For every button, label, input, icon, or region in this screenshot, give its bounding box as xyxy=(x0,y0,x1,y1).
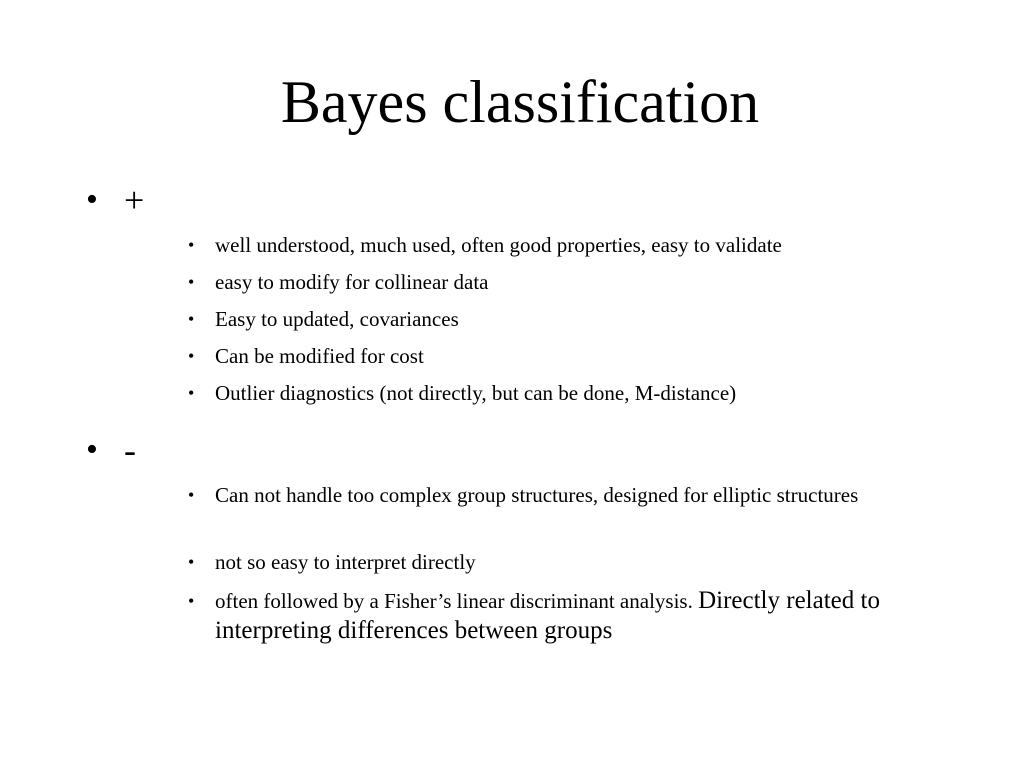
bullet-icon: • xyxy=(188,235,195,255)
list-item-text: Outlier diagnostics (not directly, but can be done, M-distance) xyxy=(215,381,737,405)
bullet-icon: • xyxy=(188,591,195,611)
list-item xyxy=(188,378,928,408)
list-item-text: Can not handle too complex group structures, designed for elliptic structures xyxy=(215,483,859,507)
list-item xyxy=(188,547,928,577)
bullet-icon: • xyxy=(86,431,98,468)
bullet-icon: • xyxy=(188,309,195,329)
list-item xyxy=(188,230,928,260)
list-item xyxy=(188,267,928,297)
list-item xyxy=(188,586,928,646)
bullet-icon: • xyxy=(86,181,98,218)
list-item-text: not so easy to interpret directly xyxy=(215,550,476,574)
bullet-icon: • xyxy=(188,485,195,505)
bullet-minus-label: - xyxy=(124,430,136,470)
list-item-text: well understood, much used, often good properties, easy to validate xyxy=(215,233,782,257)
list-item xyxy=(188,480,928,510)
list-item xyxy=(188,304,928,334)
bullet-icon: • xyxy=(188,346,195,366)
list-item-text: easy to modify for collinear data xyxy=(215,270,489,294)
list-item-text-large: Directly related to interpreting differences between groups xyxy=(215,587,880,644)
slide-title: Bayes classification xyxy=(280,69,760,135)
bullet-icon: • xyxy=(188,272,195,292)
list-item-text-small: often followed by a Fisher’s linear discriminant analysis. xyxy=(215,589,693,613)
bullet-icon: • xyxy=(188,552,195,572)
bullet-plus-label: + xyxy=(124,180,145,220)
list-item-text xyxy=(215,586,928,646)
list-item xyxy=(188,341,928,371)
bullet-icon: • xyxy=(188,383,195,403)
list-item-text: Easy to updated, covariances xyxy=(215,307,459,331)
list-item-text: Can be modified for cost xyxy=(215,344,424,368)
